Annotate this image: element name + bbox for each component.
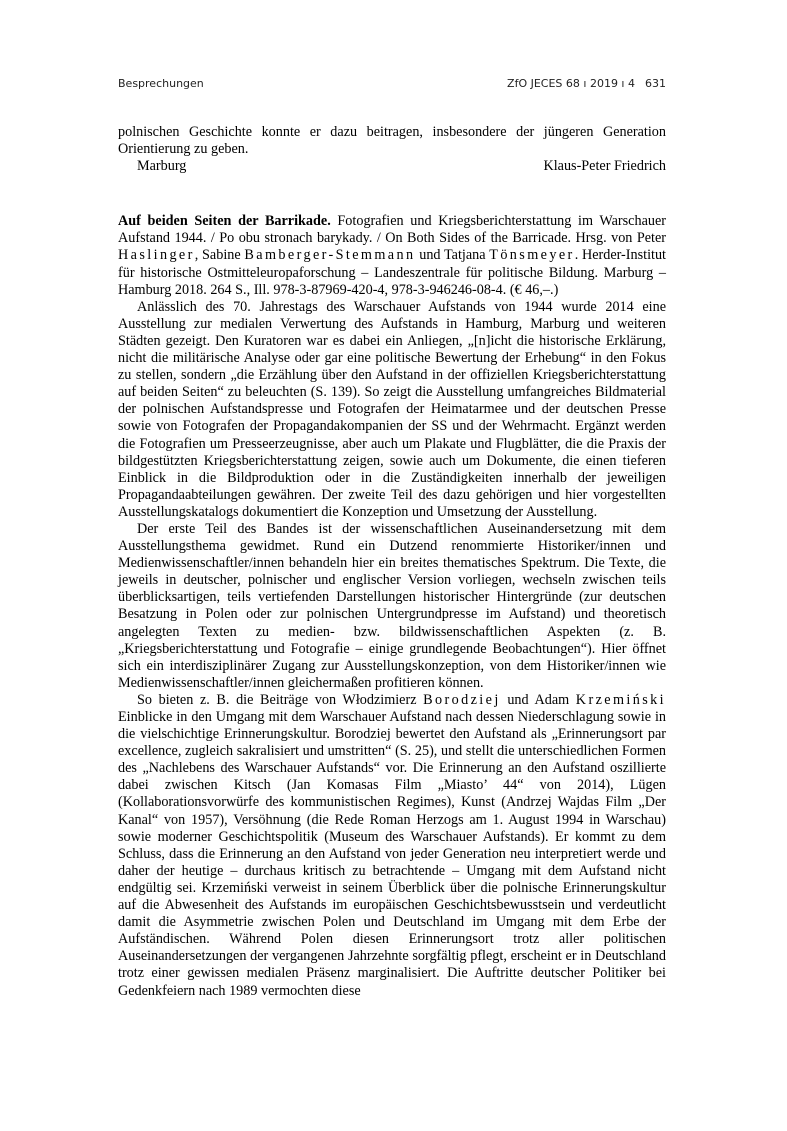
editor-name: Bamberger-Stemmann [244,247,416,264]
section-title: Besprechungen [118,77,204,90]
prev-review-closing: polnischen Geschichte konnte er dazu beitragen, insbesondere der jüngeren Generation Orientierung zu geben. [118,124,666,158]
editor-name: Haslinger [118,247,195,264]
reviewer-name: Klaus-Peter Friedrich [543,158,666,175]
publication-details: . Herder-Institut für historische Ostmitteleuropaforschung – Landeszentrale für politische Bildung. Marburg – Hamburg 2018. 264 S., Ill. 978-3-87969-420-4, 978-3-946246-08-4. (€ 46,–.) [118,247,666,298]
reviewer-place: Marburg [137,158,187,175]
running-head [118,77,666,95]
prev-review-signature [118,158,666,175]
paragraph: Der erste Teil des Bandes ist der wissenschaftlichen Auseinandersetzung mit dem Ausstellungsthema gewidmet. Rund ein Dutzend renommierte Historiker/innen und Medienwissenschaftler/innen behandeln hier ein breites thematisches Spektrum. Die Texte, die jeweils in deutscher, polnischer und englischer Version vorliegen, wechseln zwischen teils überblicksartigen, teils vertiefenden Darstellungen historischer Hintergründe (zur deutschen Besatzung in Polen oder zur polnischen Untergrundpresse im Aufstand) und theoretisch angelegten Texten zu medien- bzw. bildwissenschaftlichen Aspekten (z. B. „Kriegsberichterstattung und Fotografie – einige grundlegende Beobachtungen“). Hier öffnet sich ein interdisziplinärer Zugang zur Ausstellungskonzeption, von dem Historiker/innen wie Medienwissenschaftler/innen gleichermaßen profitieren können. [118,520,666,691]
journal-info [507,77,666,90]
editor-name: Tönsmeyer [489,247,575,264]
page-number: 631 [645,77,666,90]
book-title: Auf beiden Seiten der Barrikade. [118,213,331,230]
paragraph: Anlässlich des 70. Jahrestags des Warschauer Aufstands von 1944 wurde 2014 eine Ausstellung zur medialen Verwertung des Aufstands in Hamburg, Marburg und weiteren Städten gezeigt. Den Kuratoren war es dabei ein Anliegen, „[n]icht die historische Erklärung, nicht die militärische Analyse oder gar eine politische Bewertung der Erhebung“ in den Fokus zu stellen, sondern „die Erzählung über den Aufstand in der offiziellen Kriegsberichterstattung auf beiden Seiten“ zu beleuchten (S. 139). So zeigt die Ausstellung umfangreiches Bildmaterial der polnischen Aufstandspresse und Fotografen der Heimatarmee und der deutschen Presse sowie von Fotografen der Propagandakompanien der SS und der Wehrmacht. Ergänzt werden die Fotografien um Presseerzeugnisse, aber auch um Plakate und Flugblätter, die die Praxis der bildgestützten Kriegsberichterstattung zeigen, sowie auch um Dokumente, die einen tieferen Einblick in die Bildproduktion oder in die Zuständigkeiten innerhalb der jeweiligen Propagandaabteilungen gewähren. Der zweite Teil des dazu gehörigen und hier vorgestellten Ausstellungskatalogs dokumentiert die Konzeption und Umsetzung der Ausstellung. [118,298,666,520]
page-body [118,124,666,1000]
book-subtitle: Fotografien und Kriegsberichterstattung im Warschauer Aufstand 1944. / Po obu stronach barykady. / On Both Sides of the Barricade. Hrsg. von Peter [118,213,666,247]
paragraph: So bieten z. B. die Beiträge von Włodzimierz Borodziej und Adam Krzemiński Einblicke in den Umgang mit dem Warschauer Aufstand nach dessen Niederschlagung sowie in die vielschichtige Erinnerungskultur. Borodziej bewertet den Aufstand als „Erinnerungsort par excellence, zugleich sakralisiert und umstritten“ (S. 25), und stellt die unterschiedlichen Formen des „Nachlebens des Warschauer Aufstands“ vor. Die Erinnerung an den Aufstand oszillierte dabei zwischen Kitsch (Jan Komasas Film „Miasto’ 44“ von 2014), Lügen (Kollaborationsvorwürfe des kommunistischen Regimes), Kunst (Andrzej Wajdas Film „Der Kanal“ von 1957), Versöhnung (die Rede Roman Herzogs am 1. August 1994 in Warschau) sowie moderner Geschichtspolitik (Museum des Warschauer Aufstands). Er kommt zu dem Schluss, dass die Erinnerung an den Aufstand von jeder Generation neu interpretiert werde und daher der heutige – durchaus kritisch zu betrachtende – Umgang mit dem Aufstand nicht endgültig sei. Krzemiński verweist in seinem Überblick über die polnische Erinnerungskultur auf die Abwesenheit des Aufstands im europäischen Geschichtsbewusstsein und verdeutlicht damit die Asymmetrie zwischen Polen und Deutschland im Umgang mit dem Erbe der Aufständischen. Während Polen diesen Erinnerungsort trotz aller politischen Auseinandersetzungen der vergangenen Jahrzehnte sorgfältig pflegt, erscheint er in Deutschland trotz einer gewissen medialen Präsenz marginalisiert. Die Auftritte deutscher Politiker bei Gedenkfeiern nach 1989 vermochten diese [118,691,666,999]
author-name: Borodziej [423,691,501,708]
author-name: Krzemiński [575,691,666,708]
journal-issue: ZfO JECES 68 ı 2019 ı 4 [507,77,635,90]
review-bibliographic-entry: Auf beiden Seiten der Barrikade. Fotografien und Kriegsberichterstattung im Warschauer Aufstand 1944. / Po obu stronach barykady. / On Both Sides of the Barricade. Hrsg. von Peter Haslinger, Sabine Bamberger-Stemmann und Tatjana Tönsmeyer. Herder-Institut für historische Ostmitteleuropaforschung – Landeszentrale für politische Bildung. Marburg – Hamburg 2018. 264 S., Ill. 978-3-87969-420-4, 978-3-946246-08-4. (€ 46,–.) [118,213,666,298]
